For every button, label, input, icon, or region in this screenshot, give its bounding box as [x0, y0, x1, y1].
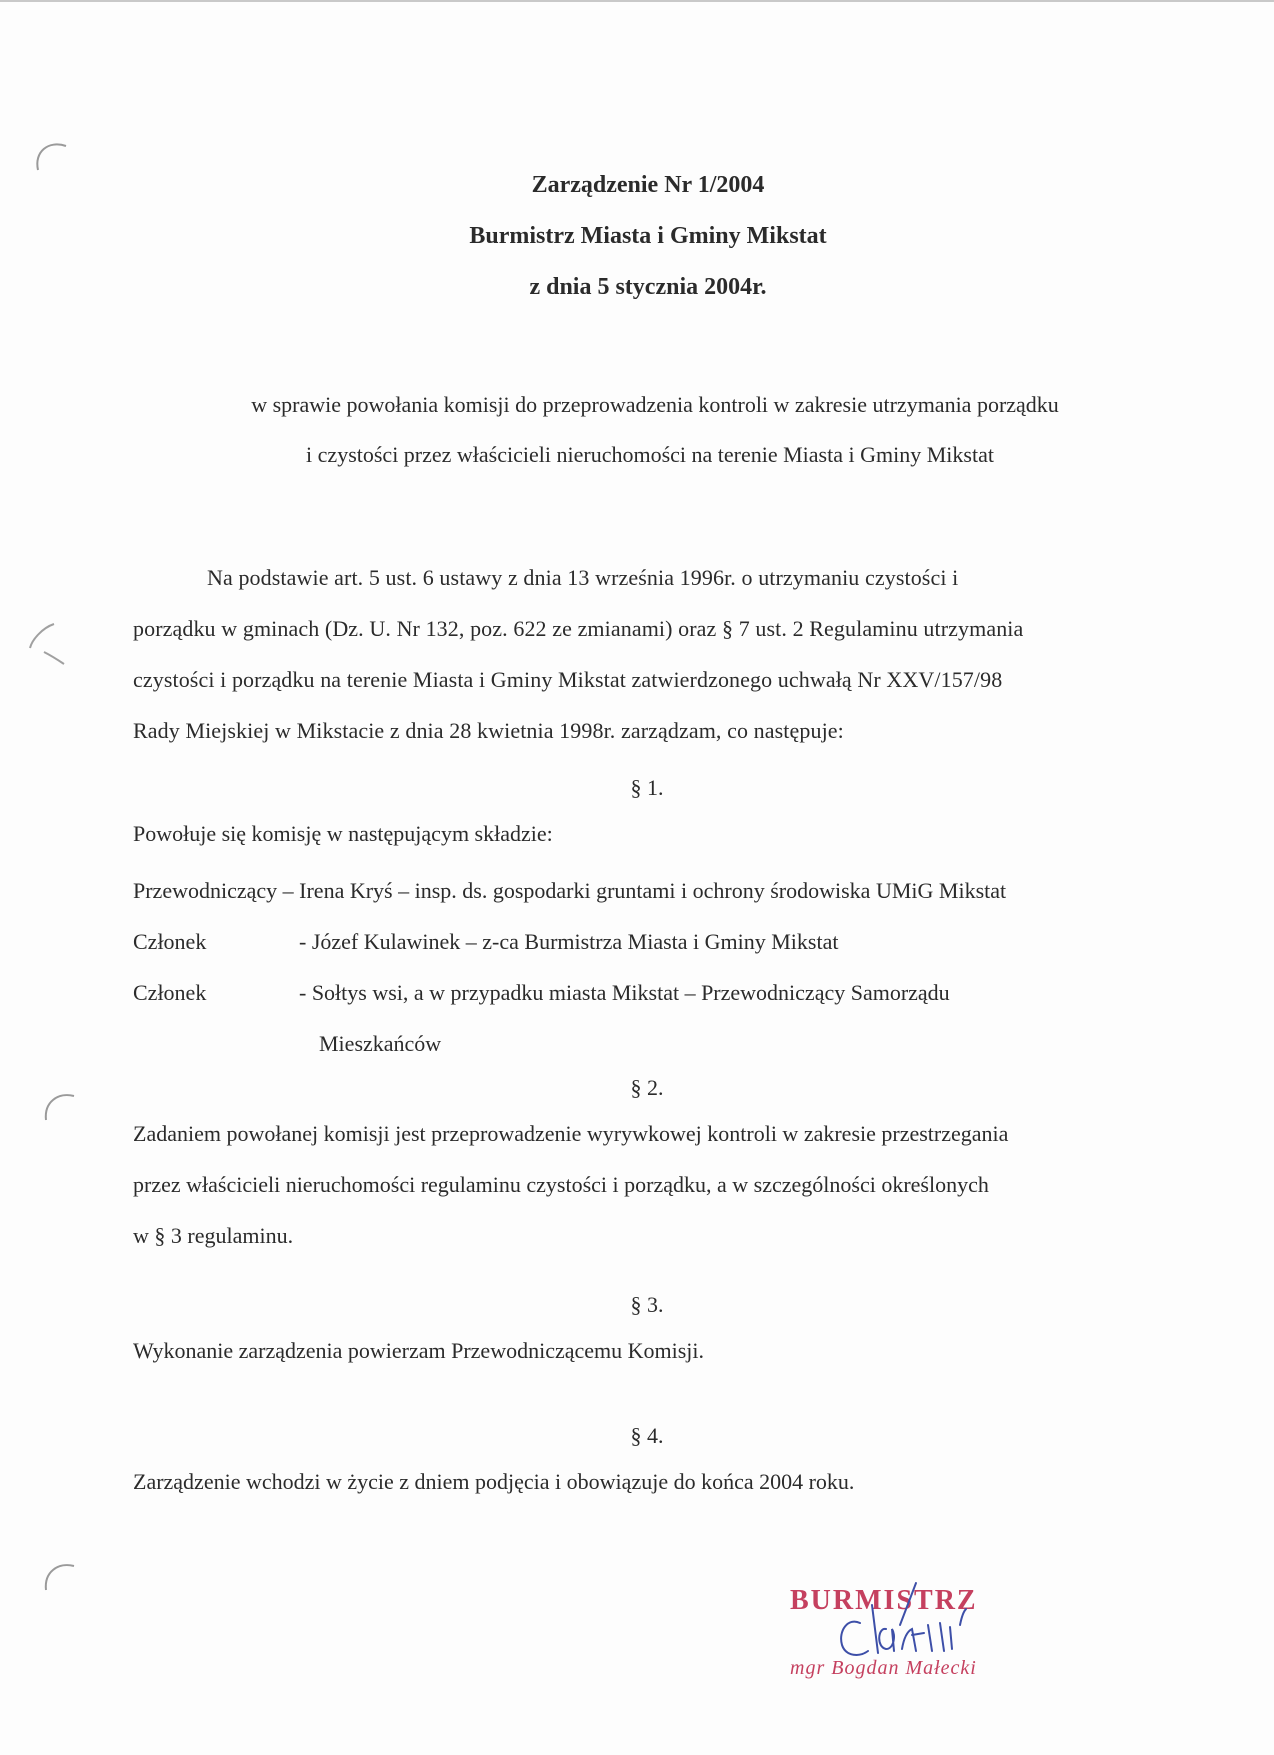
- punch-hole-mark: [24, 620, 74, 670]
- document-date: z dnia 5 stycznia 2004r.: [529, 274, 767, 300]
- section-2-text: [133, 1108, 1143, 1261]
- handwritten-signature: [820, 1565, 1020, 1675]
- document-subject: [0, 380, 1274, 480]
- stamp-title: BURMISTRZ: [790, 1585, 978, 1616]
- mayor-stamp: [790, 1585, 1020, 1715]
- member-chair: Przewodniczący – Irena Kryś – insp. ds. gospodarki gruntami i ochrony środowiska UMiG Mikstat: [133, 878, 1007, 903]
- commission-members: [133, 865, 1153, 1069]
- section-2-line: Zadaniem powołanej komisji jest przeprowadzenie wyrywkowej kontroli w zakresie przestrzegania: [133, 1121, 1009, 1146]
- section-4-mark: § 4.: [630, 1423, 664, 1448]
- member-row: [133, 967, 1153, 1018]
- legal-basis-paragraph: [133, 552, 1143, 756]
- member-row: [133, 916, 1153, 967]
- section-1-intro: Powołuje się komisję w następującym składzie:: [133, 821, 553, 846]
- section-1-mark: § 1.: [630, 775, 664, 800]
- subject-line: w sprawie powołania komisji do przeprowadzenia kontroli w zakresie utrzymania porządku: [251, 392, 1059, 417]
- member-text-continuation: Mieszkańców: [319, 1031, 442, 1056]
- document-title: Zarządzenie Nr 1/2004: [531, 172, 765, 198]
- page-top-edge: [0, 0, 1274, 2]
- punch-hole-mark: [36, 1560, 86, 1600]
- section-3-text: Wykonanie zarządzenia powierzam Przewodniczącemu Komisji.: [133, 1338, 705, 1363]
- section-2-line: w § 3 regulaminu.: [133, 1223, 294, 1248]
- section-2-line: przez właścicieli nieruchomości regulaminu czystości i porządku, a w szczególności określonych: [133, 1172, 989, 1197]
- member-role: Członek: [133, 929, 207, 954]
- member-role: Członek: [133, 980, 207, 1005]
- stamp-name: mgr Bogdan Małecki: [790, 1657, 977, 1679]
- subject-line: i czystości przez właścicieli nieruchomości na terenie Miasta i Gminy Mikstat: [306, 442, 994, 467]
- section-2-mark: § 2.: [630, 1075, 664, 1100]
- member-text: - Sołtys wsi, a w przypadku miasta Mikstat – Przewodniczący Samorządu: [299, 980, 950, 1005]
- document-issuer: Burmistrz Miasta i Gminy Mikstat: [469, 223, 827, 249]
- member-text: - Józef Kulawinek – z-ca Burmistrza Miasta i Gminy Mikstat: [299, 929, 839, 954]
- legal-basis-line: Rady Miejskiej w Mikstacie z dnia 28 kwietnia 1998r. zarządzam, co następuje:: [133, 718, 844, 743]
- document-header: [0, 160, 1274, 313]
- legal-basis-line: porządku w gminach (Dz. U. Nr 132, poz. 622 ze zmianami) oraz § 7 ust. 2 Regulaminu utrzymania: [133, 616, 1024, 641]
- section-4-text: Zarządzenie wchodzi w życie z dniem podjęcia i obowiązuje do końca 2004 roku.: [133, 1469, 855, 1494]
- legal-basis-line: Na podstawie art. 5 ust. 6 ustawy z dnia 13 września 1996r. o utrzymaniu czystości i: [207, 565, 959, 590]
- legal-basis-line: czystości i porządku na terenie Miasta i Gminy Mikstat zatwierdzonego uchwałą Nr XXV/157/98: [133, 667, 1003, 692]
- section-3-mark: § 3.: [630, 1292, 664, 1317]
